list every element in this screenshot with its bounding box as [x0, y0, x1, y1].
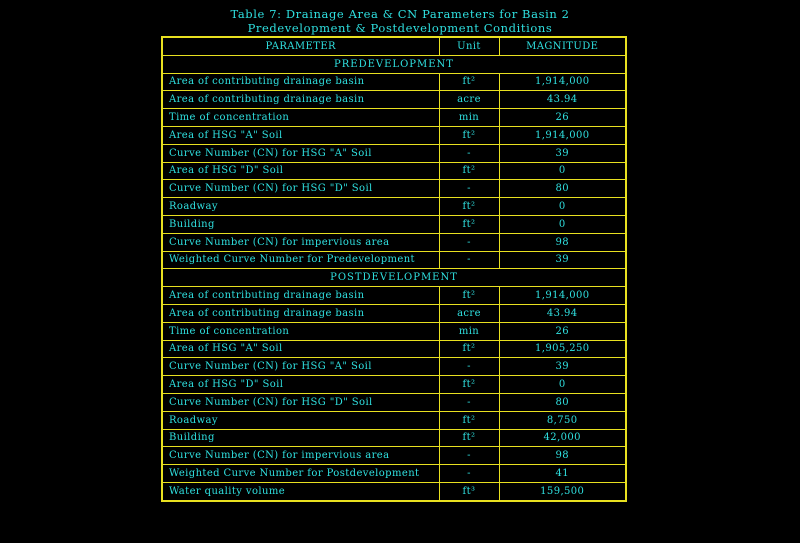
- magnitude-cell: 1,914,000: [499, 287, 626, 305]
- table-row: [162, 287, 626, 305]
- parameter-cell: Curve Number (CN) for HSG "A" Soil: [162, 358, 439, 376]
- magnitude-cell: 41: [499, 465, 626, 483]
- magnitude-cell: 43.94: [499, 91, 626, 109]
- unit-cell: acre: [439, 304, 499, 322]
- parameter-cell: Roadway: [162, 411, 439, 429]
- magnitude-cell: 0: [499, 376, 626, 394]
- magnitude-cell: 43.94: [499, 304, 626, 322]
- magnitude-cell: 42,000: [499, 429, 626, 447]
- table-row: [162, 447, 626, 465]
- magnitude-cell: 159,500: [499, 482, 626, 500]
- parameter-cell: Area of contributing drainage basin: [162, 73, 439, 91]
- table-row: [162, 73, 626, 91]
- magnitude-cell: 1,914,000: [499, 126, 626, 144]
- table-row: [162, 251, 626, 269]
- table-row: [162, 215, 626, 233]
- unit-cell: -: [439, 447, 499, 465]
- table-row: [162, 376, 626, 394]
- parameter-cell: Area of contributing drainage basin: [162, 304, 439, 322]
- table-row: [162, 465, 626, 483]
- unit-cell: ft²: [439, 287, 499, 305]
- table-row: [162, 180, 626, 198]
- table-row: [162, 233, 626, 251]
- magnitude-cell: 0: [499, 198, 626, 216]
- table-row: [162, 304, 626, 322]
- unit-cell: -: [439, 233, 499, 251]
- unit-cell: ft²: [439, 215, 499, 233]
- parameter-cell: Area of HSG "A" Soil: [162, 126, 439, 144]
- table-row: [162, 358, 626, 376]
- table-row: [162, 198, 626, 216]
- magnitude-cell: 98: [499, 447, 626, 465]
- unit-cell: ft²: [439, 411, 499, 429]
- table-row: [162, 126, 626, 144]
- magnitude-cell: 39: [499, 251, 626, 269]
- header-magnitude: MAGNITUDE: [499, 37, 626, 55]
- header-unit: Unit: [439, 37, 499, 55]
- unit-cell: -: [439, 393, 499, 411]
- header-parameter: PARAMETER: [162, 37, 439, 55]
- unit-cell: -: [439, 358, 499, 376]
- unit-cell: -: [439, 465, 499, 483]
- table-row: [162, 322, 626, 340]
- parameter-cell: Area of HSG "D" Soil: [162, 162, 439, 180]
- table-subtitle: Predevelopment & Postdevelopment Conditions: [247, 21, 553, 35]
- table-row: [162, 429, 626, 447]
- magnitude-cell: 0: [499, 215, 626, 233]
- unit-cell: acre: [439, 91, 499, 109]
- magnitude-cell: 26: [499, 322, 626, 340]
- magnitude-cell: 1,914,000: [499, 73, 626, 91]
- magnitude-cell: 80: [499, 393, 626, 411]
- unit-cell: ft²: [439, 376, 499, 394]
- magnitude-cell: 8,750: [499, 411, 626, 429]
- parameters-table: [161, 36, 627, 502]
- parameter-cell: Curve Number (CN) for HSG "A" Soil: [162, 144, 439, 162]
- magnitude-cell: 80: [499, 180, 626, 198]
- magnitude-cell: 0: [499, 162, 626, 180]
- parameter-cell: Area of HSG "D" Soil: [162, 376, 439, 394]
- table-row: [162, 393, 626, 411]
- table-row: [162, 411, 626, 429]
- parameter-cell: Curve Number (CN) for HSG "D" Soil: [162, 180, 439, 198]
- magnitude-cell: 1,905,250: [499, 340, 626, 358]
- unit-cell: -: [439, 180, 499, 198]
- parameter-cell: Area of contributing drainage basin: [162, 287, 439, 305]
- table-row: [162, 340, 626, 358]
- magnitude-cell: 26: [499, 109, 626, 127]
- parameter-cell: Roadway: [162, 198, 439, 216]
- unit-cell: ft²: [439, 340, 499, 358]
- table-row: [162, 109, 626, 127]
- parameter-cell: Curve Number (CN) for impervious area: [162, 447, 439, 465]
- unit-cell: min: [439, 322, 499, 340]
- table-row: [162, 91, 626, 109]
- header-row: [162, 37, 626, 55]
- parameter-cell: Weighted Curve Number for Predevelopment: [162, 251, 439, 269]
- magnitude-cell: 39: [499, 358, 626, 376]
- unit-cell: -: [439, 144, 499, 162]
- section-postdevelopment: [162, 269, 626, 287]
- parameter-cell: Weighted Curve Number for Postdevelopment: [162, 465, 439, 483]
- parameter-cell: Building: [162, 215, 439, 233]
- parameter-cell: Curve Number (CN) for HSG "D" Soil: [162, 393, 439, 411]
- unit-cell: ft²: [439, 198, 499, 216]
- parameter-cell: Time of concentration: [162, 322, 439, 340]
- parameter-cell: Time of concentration: [162, 109, 439, 127]
- unit-cell: min: [439, 109, 499, 127]
- parameter-cell: Water quality volume: [162, 482, 439, 500]
- table-title: Table 7: Drainage Area & CN Parameters for Basin 2: [230, 7, 570, 21]
- parameter-cell: Area of contributing drainage basin: [162, 91, 439, 109]
- unit-cell: ft²: [439, 126, 499, 144]
- section-label: POSTDEVELOPMENT: [162, 269, 626, 287]
- unit-cell: ft²: [439, 429, 499, 447]
- section-predevelopment: [162, 55, 626, 73]
- magnitude-cell: 39: [499, 144, 626, 162]
- table-row: [162, 482, 626, 500]
- magnitude-cell: 98: [499, 233, 626, 251]
- section-label: PREDEVELOPMENT: [162, 55, 626, 73]
- unit-cell: ft³: [439, 482, 499, 500]
- parameter-cell: Building: [162, 429, 439, 447]
- unit-cell: ft²: [439, 73, 499, 91]
- table-row: [162, 162, 626, 180]
- unit-cell: ft²: [439, 162, 499, 180]
- parameter-cell: Curve Number (CN) for impervious area: [162, 233, 439, 251]
- table-row: [162, 144, 626, 162]
- unit-cell: -: [439, 251, 499, 269]
- parameter-cell: Area of HSG "A" Soil: [162, 340, 439, 358]
